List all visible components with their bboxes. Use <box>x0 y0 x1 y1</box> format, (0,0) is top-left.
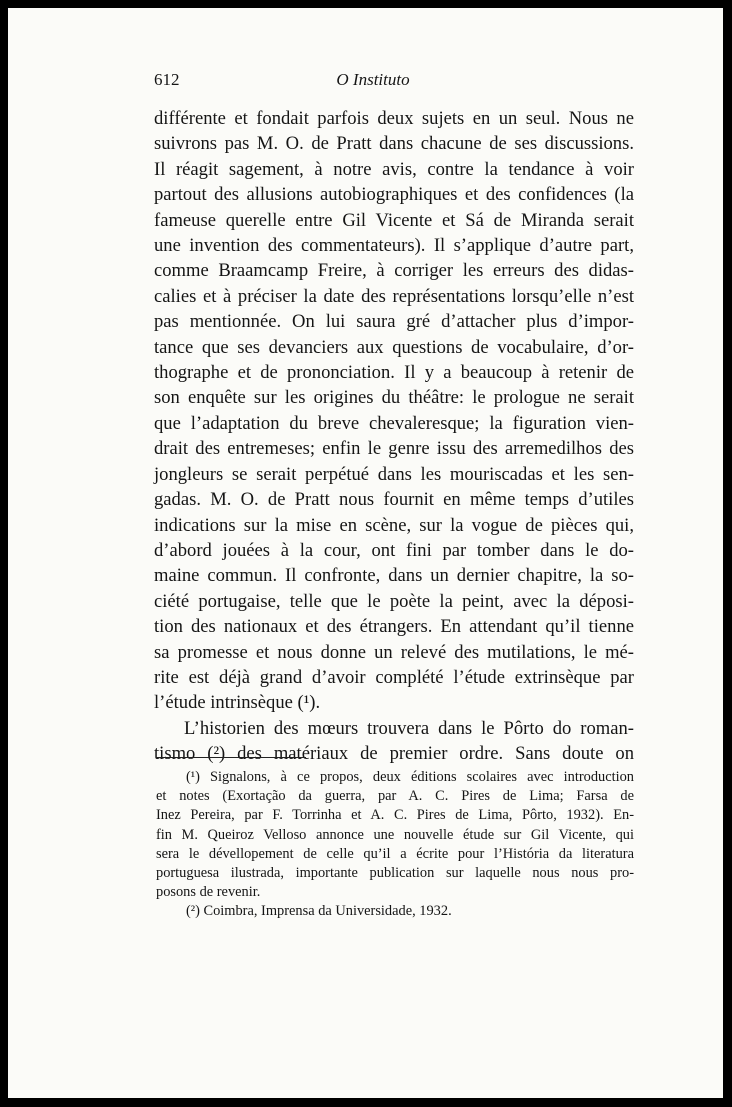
body-line: calies et à préciser la date des représentations lorsqu’elle n’est <box>154 285 634 307</box>
body-line: sa promesse et nous donne un relevé des mutilations, le mé- <box>154 641 634 663</box>
body-line: l’étude intrinsèque (¹). <box>154 692 321 714</box>
footnote-line: (²) Coimbra, Imprensa da Universidade, 1932. <box>186 903 452 920</box>
body-line: maine commun. Il confronte, dans un dernier chapitre, la so- <box>154 565 634 587</box>
body-line: d’abord jouées à la cour, ont fini par tomber dans le do- <box>154 539 634 561</box>
footnote-line: et notes (Exortação da guerra, par A. C. Pires de Lima; Farsa de <box>156 788 634 805</box>
body-line: jongleurs se serait perpétué dans les mouriscadas et les sen- <box>154 463 634 485</box>
body-line: fameuse querelle entre Gil Vicente et Sá de Miranda serait <box>154 209 634 231</box>
body-line: tismo (²) des matériaux de premier ordre. Sans doute on <box>154 743 634 765</box>
footnote-line: posons de revenir. <box>156 884 261 901</box>
body-line: gadas. M. O. de Pratt nous fournit en même temps d’utiles <box>154 489 634 511</box>
body-line: pas mentionnée. On lui saura gré d’attacher plus d’impor- <box>154 311 634 333</box>
body-line: tion des nationaux et des étrangers. En attendant qu’il tienne <box>154 616 634 638</box>
footnote-line: Inez Pereira, par F. Torrinha et A. C. Pires de Lima, Pôrto, 1932). En- <box>156 807 634 824</box>
body-line: une invention des commentateurs). Il s’applique d’autre part, <box>154 235 634 257</box>
page <box>8 8 723 1098</box>
footnote-rule <box>156 757 306 758</box>
body-line: différente et fondait parfois deux sujets en un seul. Nous ne <box>154 108 634 129</box>
footnotes <box>156 768 634 922</box>
body-line: rite est déjà grand d’avoir complété l’étude extrinsèque par <box>154 666 634 688</box>
footnote-line: sera le dévellopement de celle qu’il a écrite pour l’História da literatura <box>156 845 634 862</box>
body-line: suivrons pas M. O. de Pratt dans chacune de ses discussions. <box>154 133 634 155</box>
page-number: 612 <box>154 70 180 89</box>
body-text <box>154 106 634 767</box>
body-line: Il réagit sagement, à notre avis, contre la tendance à voir <box>154 158 634 180</box>
body-line: tance que ses devanciers aux questions de vocabulaire, d’or- <box>154 336 634 358</box>
body-line: thographe et de prononciation. Il y a beaucoup à retenir de <box>154 362 634 384</box>
page-header <box>154 70 592 96</box>
footnote-line: (¹) Signalons, à ce propos, deux éditions scolaires avec introduction <box>186 769 634 785</box>
body-line: comme Braamcamp Freire, à corriger les erreurs des didas- <box>154 260 634 282</box>
body-line: drait des entremeses; enfin le genre issu des arremedilhos des <box>154 438 634 460</box>
body-line: L’historien des mœurs trouvera dans le Pôrto do roman- <box>184 717 634 739</box>
body-line: son enquête sur les origines du théâtre: le prologue ne serait <box>154 387 634 409</box>
body-line: que l’adaptation du breve chevaleresque; la figuration vien- <box>154 412 634 434</box>
body-line: ciété portugaise, telle que le poète la peint, avec la déposi- <box>154 590 634 612</box>
footnote-line: fin M. Queiroz Velloso annonce une nouvelle étude sur Gil Vicente, qui <box>156 826 634 843</box>
footnote-line: portuguesa ilustrada, importante publication sur laquelle nous nous pro- <box>156 865 634 882</box>
running-title: O Instituto <box>336 70 410 89</box>
body-line: partout des allusions autobiographiques et des confidences (la <box>154 184 634 206</box>
body-line: indications sur la mise en scène, sur la vogue de pièces qui, <box>154 514 634 536</box>
